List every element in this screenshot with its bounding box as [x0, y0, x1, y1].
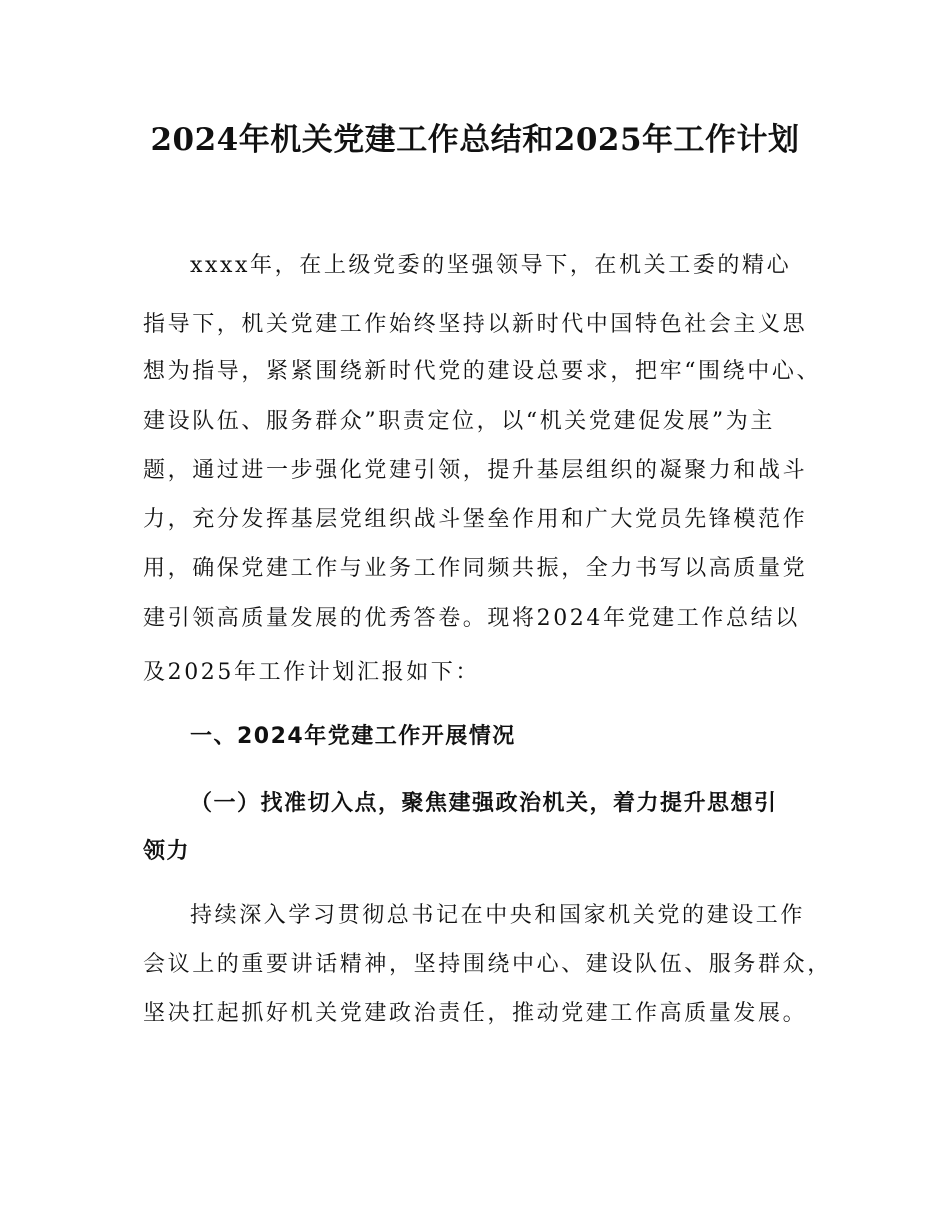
intro-line-1: xxxx年，在上级党委的坚强领导下，在机关工委的精心: [190, 253, 792, 278]
subsection1-heading-line-1: （一）找准切入点，聚焦建强政治机关，着力提升思想引: [190, 791, 778, 816]
document-title: 2024年机关党建工作总结和2025年工作计划: [150, 122, 800, 158]
subsection1-heading-line-2: 领力: [143, 839, 191, 864]
intro-line-9: 及2025年工作计划汇报如下：: [143, 660, 480, 685]
section1-heading: 一、2024年党建工作开展情况: [190, 724, 516, 749]
subsection1-body-line-3: 坚决扛起抓好机关党建政治责任，推动党建工作高质量发展。: [143, 1001, 808, 1026]
subsection1-body-line-1: 持续深入学习贯彻总书记在中央和国家机关党的建设工作: [190, 903, 806, 928]
intro-line-6: 力，充分发挥基层党组织战斗堡垒作用和广大党员先锋模范作: [143, 507, 808, 532]
intro-line-2: 指导下，机关党建工作始终坚持以新时代中国特色社会主义思: [143, 312, 808, 337]
intro-line-8: 建引领高质量发展的优秀答卷。现将2024年党建工作总结以: [143, 606, 800, 631]
subsection1-body-line-2: 会议上的重要讲话精神，坚持围绕中心、建设队伍、服务群众，: [143, 952, 832, 977]
intro-line-5: 题，通过进一步强化党建引领，提升基层组织的凝聚力和战斗: [143, 458, 808, 483]
intro-line-4: 建设队伍、服务群众”职责定位，以“机关党建促发展”为主: [143, 409, 775, 434]
intro-line-7: 用，确保党建工作与业务工作同频共振，全力书写以高质量党: [143, 556, 808, 581]
intro-line-3: 想为指导，紧紧围绕新时代党的建设总要求，把牢“围绕中心、: [143, 359, 822, 384]
